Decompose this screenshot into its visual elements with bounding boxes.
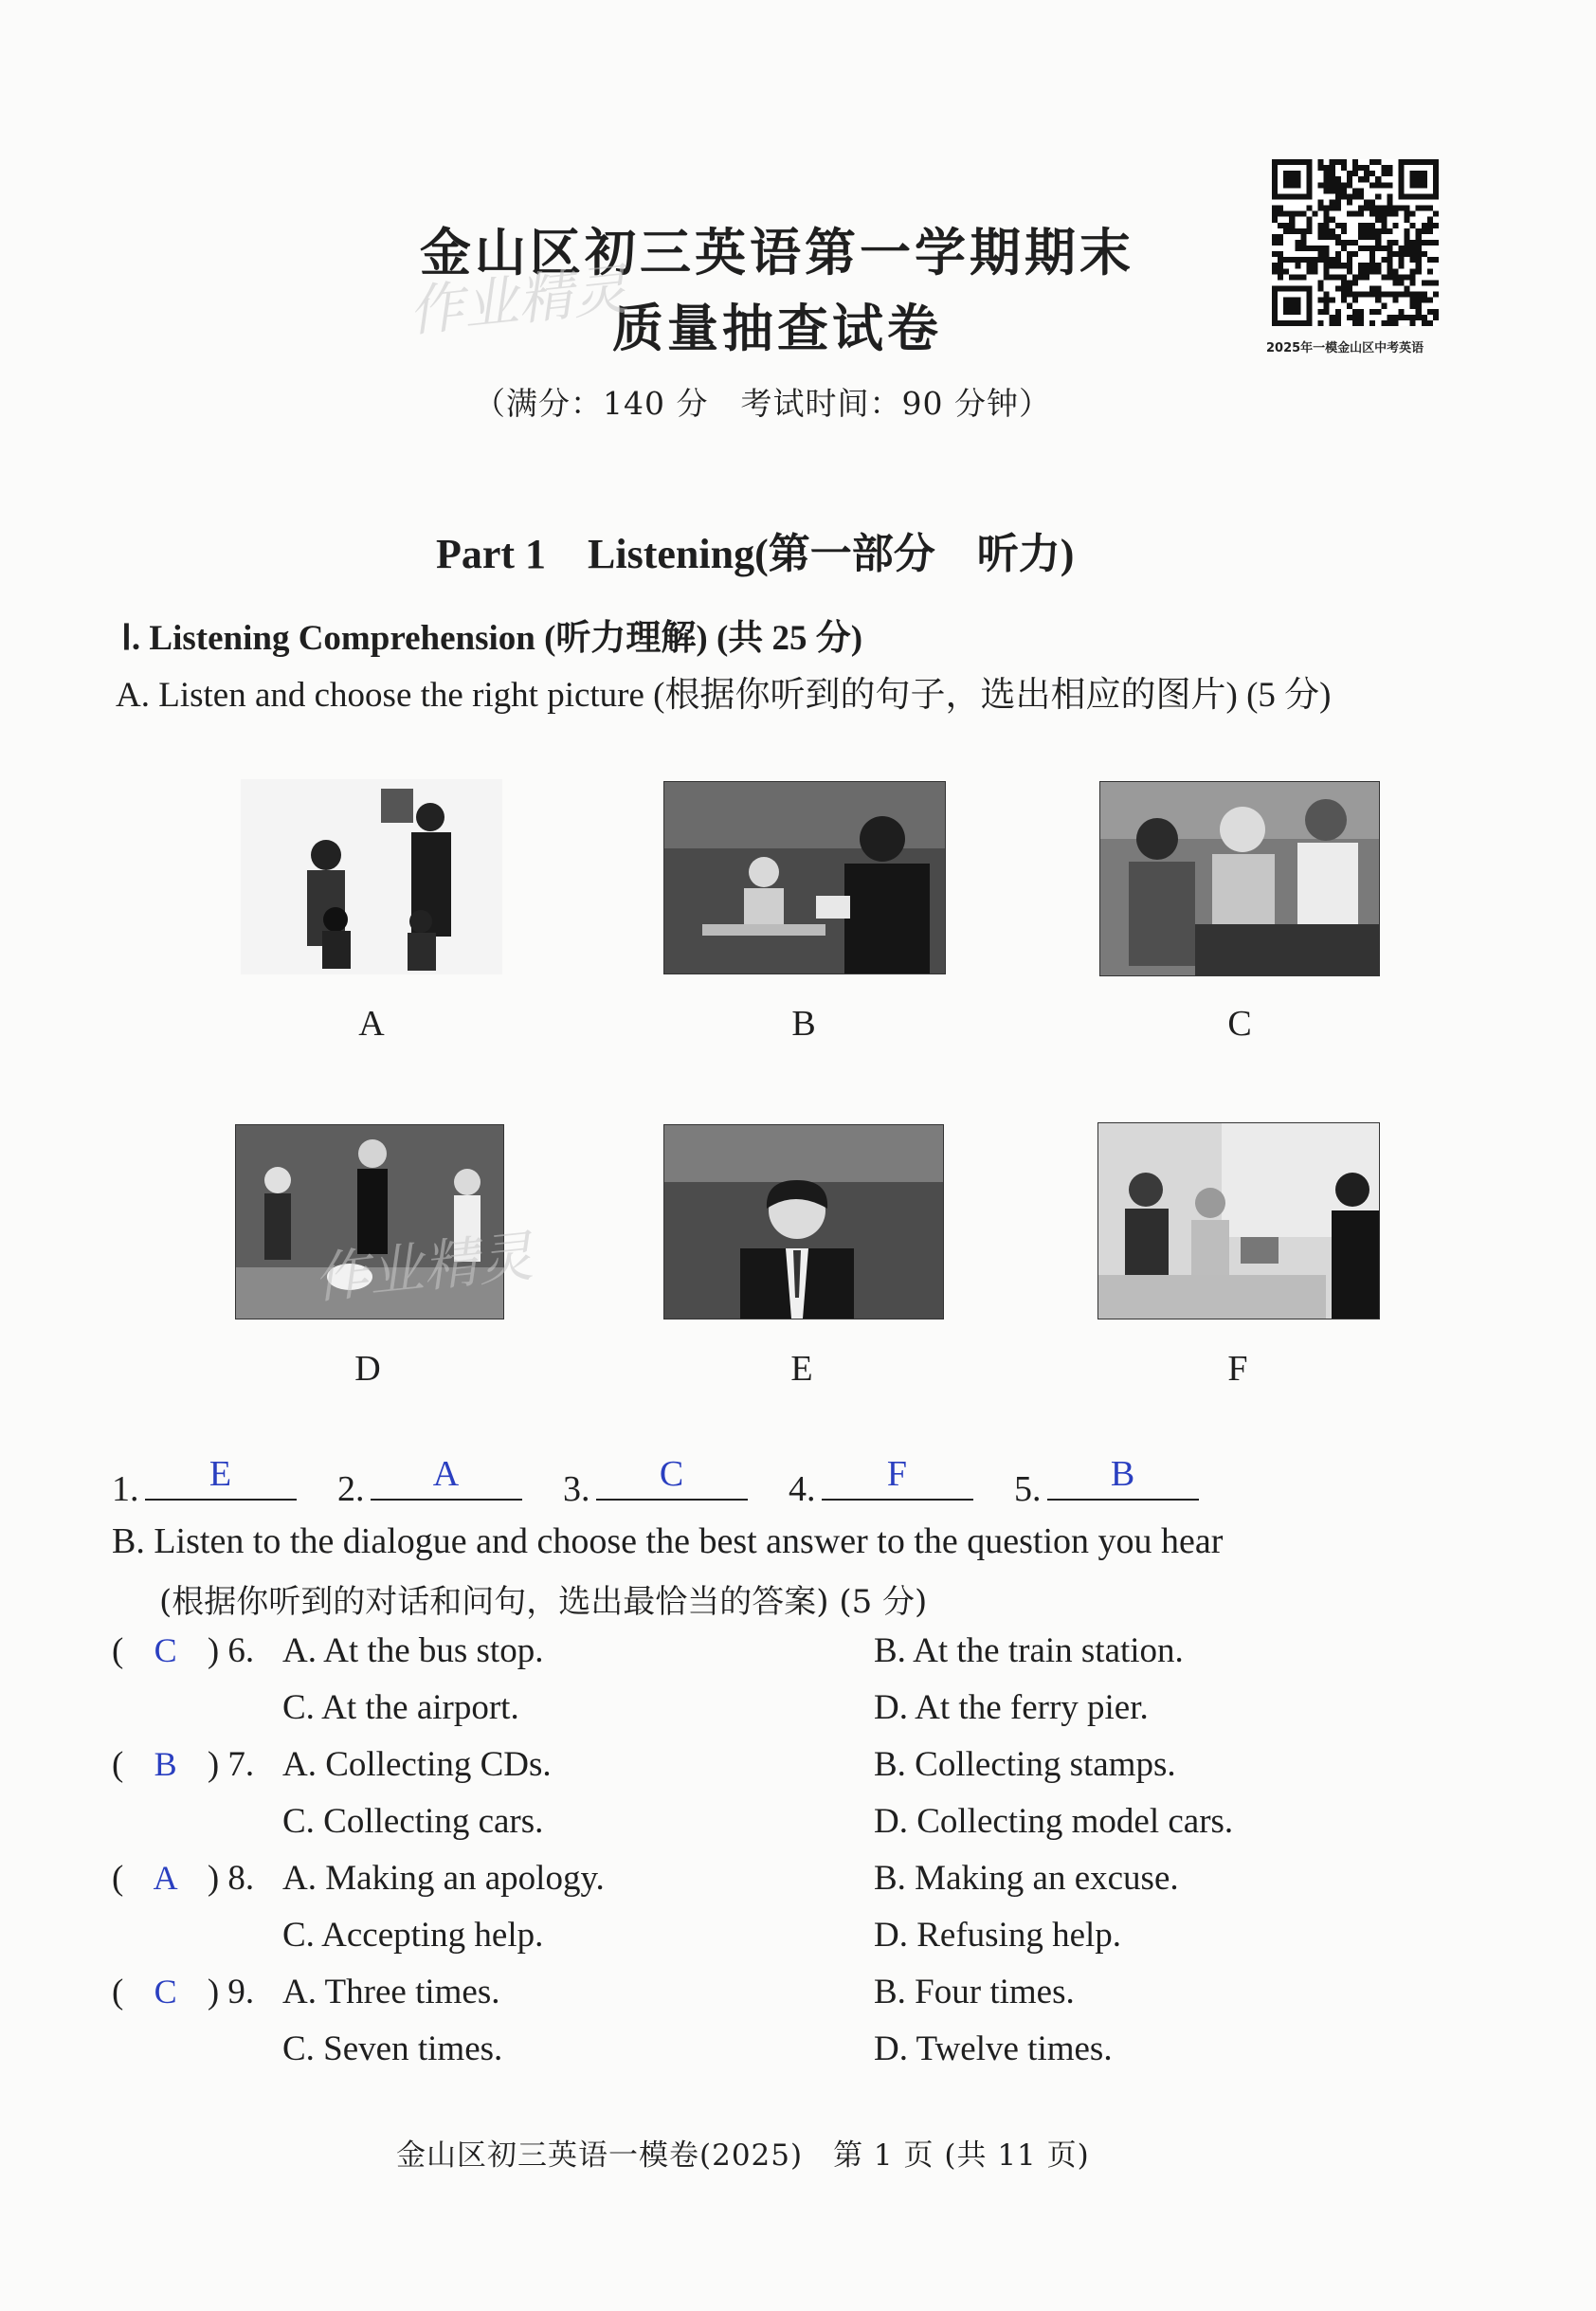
answer-blank-2[interactable] [371, 1454, 522, 1501]
paren-close: ) [207, 1745, 220, 1784]
watermark: 作业精灵 [405, 257, 631, 344]
question-7-answer[interactable]: B [154, 1745, 177, 1783]
qr-code-icon[interactable] [1270, 159, 1441, 326]
blank-answer: F [886, 1454, 908, 1494]
question-8-answer[interactable]: A [153, 1859, 178, 1897]
picture-f [1097, 1122, 1380, 1319]
watermark-2: 作业精灵 [310, 1224, 536, 1311]
question-8-option-b[interactable]: B. Making an excuse. [874, 1859, 1179, 1898]
question-7-option-b[interactable]: B. Collecting stamps. [874, 1745, 1176, 1784]
section-b-heading: B. Listen to the dialogue and choose the best answer to the question you hear [112, 1521, 1224, 1561]
blank-answer: E [209, 1454, 232, 1494]
question-8-option-a[interactable]: A. Making an apology. [282, 1859, 605, 1898]
question-8-paren [112, 1858, 254, 1899]
paren-open: ( [112, 1631, 124, 1670]
question-9-option-c[interactable]: C. Seven times. [282, 2029, 503, 2068]
section-b-instruction: (根据你听到的对话和问句，选出最恰当的答案) (5 分) [159, 1583, 928, 1621]
paren-open: ( [112, 1973, 124, 2011]
exam-title-line2: 质量抽查试卷 [612, 298, 942, 358]
page-footer: 金山区初三英语一模卷(2025) 第 1 页 (共 11 页) [396, 2138, 1090, 2173]
blank-number: 3. [563, 1469, 590, 1509]
answer-blank-3[interactable] [596, 1454, 748, 1501]
question-7-option-d[interactable]: D. Collecting model cars. [874, 1802, 1234, 1841]
question-9-option-d[interactable]: D. Twelve times. [874, 2029, 1113, 2068]
picture-label-e: E [790, 1349, 813, 1389]
blank-answer: A [432, 1454, 460, 1494]
picture-label-f: F [1227, 1349, 1248, 1389]
question-9-paren [112, 1972, 254, 2012]
question-6-number: 6. [227, 1631, 255, 1670]
question-8-number: 8. [227, 1859, 255, 1898]
business-meeting-photo [1098, 1123, 1379, 1319]
paren-close: ) [207, 1631, 220, 1670]
section-1-heading: Ⅰ. Listening Comprehension (听力理解) (共 25 分) [121, 619, 863, 658]
question-6-option-b[interactable]: B. At the train station. [874, 1631, 1184, 1670]
exam-subtitle: （满分：140 分 考试时间：90 分钟） [474, 385, 1051, 422]
qr-caption: 2025年一模金山区中考英语 [1266, 341, 1424, 355]
paren-close: ) [207, 1973, 220, 2011]
picture-b [663, 781, 946, 974]
question-6-option-d[interactable]: D. At the ferry pier. [874, 1688, 1149, 1727]
answer-blank-1[interactable] [145, 1454, 297, 1501]
question-8-option-c[interactable]: C. Accepting help. [282, 1916, 544, 1955]
family-hanging-picture-photo [241, 779, 502, 974]
answer-blanks [112, 1454, 1231, 1510]
picture-c [1099, 781, 1380, 976]
answer-blank-5[interactable] [1047, 1454, 1199, 1501]
question-9-option-b[interactable]: B. Four times. [874, 1973, 1075, 2011]
picture-label-d: D [354, 1349, 381, 1389]
picture-label-c: C [1227, 1004, 1252, 1044]
interview-photo [664, 782, 945, 974]
question-9-number: 9. [227, 1973, 255, 2011]
answer-blank-4[interactable] [822, 1454, 973, 1501]
part-heading: Part 1 Listening(第一部分 听力) [436, 531, 1075, 577]
question-9-option-a[interactable]: A. Three times. [282, 1973, 500, 2011]
question-8-option-d[interactable]: D. Refusing help. [874, 1916, 1122, 1955]
blank-answer: C [659, 1454, 684, 1494]
question-6-answer[interactable]: C [154, 1631, 177, 1669]
question-9-answer[interactable]: C [154, 1973, 177, 2011]
picture-e [663, 1124, 944, 1319]
picture-label-a: A [358, 1004, 385, 1044]
question-6-option-a[interactable]: A. At the bus stop. [282, 1631, 544, 1670]
paren-open: ( [112, 1745, 124, 1784]
question-6-paren [112, 1630, 254, 1671]
picture-a [241, 779, 502, 974]
question-7-option-a[interactable]: A. Collecting CDs. [282, 1745, 552, 1784]
blank-answer: B [1110, 1454, 1135, 1494]
question-7-number: 7. [227, 1745, 255, 1784]
picture-label-b: B [791, 1004, 816, 1044]
section-a-heading: A. Listen and choose the right picture (根据你听到的句子，选出相应的图片) (5 分) [116, 676, 1332, 715]
paren-close: ) [207, 1859, 220, 1898]
question-7-option-c[interactable]: C. Collecting cars. [282, 1802, 544, 1841]
grandfather-and-boy-photo [1100, 782, 1379, 975]
blank-number: 2. [337, 1469, 365, 1509]
question-6-option-c[interactable]: C. At the airport. [282, 1688, 519, 1727]
blank-number: 1. [112, 1469, 139, 1509]
paren-open: ( [112, 1859, 124, 1898]
blank-number: 5. [1014, 1469, 1042, 1509]
blank-number: 4. [789, 1469, 816, 1509]
student-in-uniform-photo [664, 1125, 943, 1319]
question-7-paren [112, 1744, 254, 1785]
exam-title-line1: 金山区初三英语第一学期期末 [420, 222, 1134, 282]
